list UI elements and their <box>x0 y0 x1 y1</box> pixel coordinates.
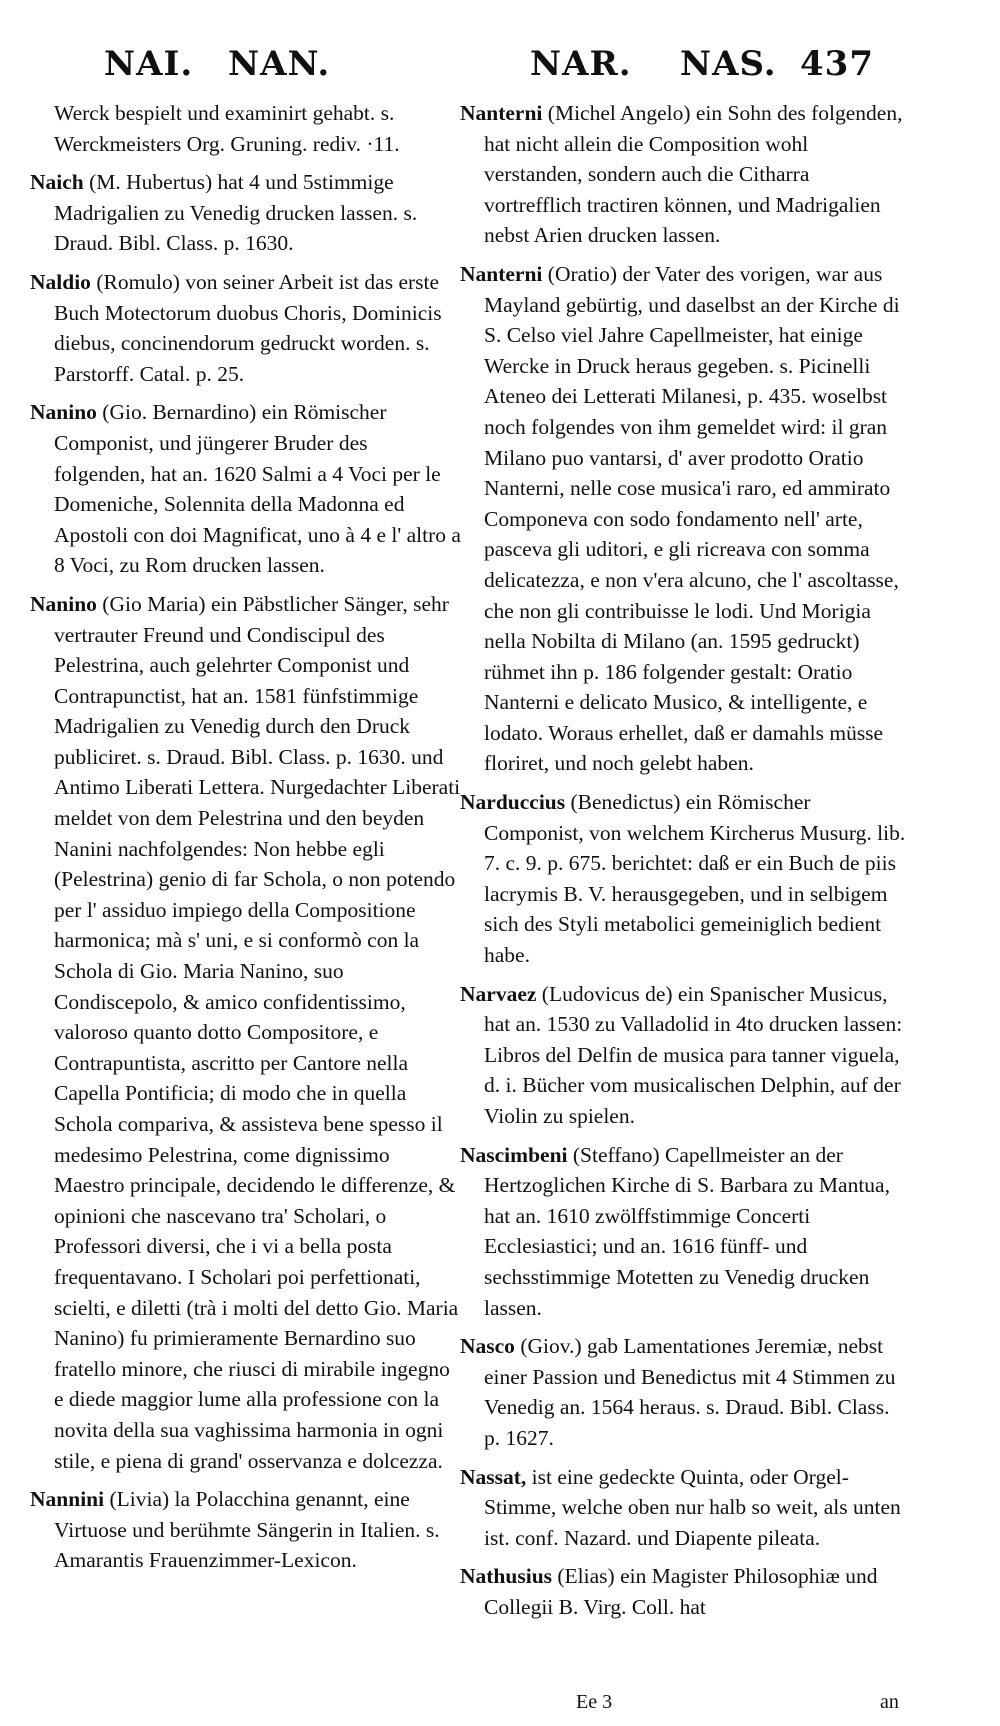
entry-headword: Nanterni <box>460 261 543 286</box>
entry-text: (M. Hubertus) hat 4 und 5stimmige Madrigalien zu Venedig drucken lassen. s. Draud. Bibl. Class. p. 1630. <box>54 170 418 256</box>
entry-text: Werck bespielt und examinirt gehabt. s. Werckmeisters Org. Gruning. rediv. ·11. <box>54 101 400 156</box>
entry-headword: Nanino <box>30 400 97 425</box>
entry-headword: Nascimbeni <box>460 1142 568 1167</box>
entry-text: (Benedictus) ein Römischer Componist, von welchem Kircherus Musurg. lib. 7. c. 9. p. 675. berichtet: daß er ein Buch de piis lacrymis B. V. herausgegeben, und in selbigem sich des Styli metabolici gemeiniglich bedient habe. <box>484 790 906 968</box>
entry-text: ist eine gedeckte Quinta, oder Orgel-Stimme, welche oben nur halb so weit, als unten ist. conf. Nazard. und Diapente pileata. <box>484 1464 901 1550</box>
dictionary-entry <box>460 1561 910 1622</box>
dictionary-entry <box>30 589 462 1476</box>
entry-text: (Giov.) gab Lamentationes Jeremiæ, nebst einer Passion und Benedictus mit 4 Stimmen zu Venedig an. 1564 heraus. s. Draud. Bibl. Class. p. 1627. <box>484 1334 896 1450</box>
dictionary-entry <box>30 1484 462 1576</box>
entry-text: (Romulo) von seiner Arbeit ist das erste Buch Motectorum duobus Choris, Dominicis diebus, concinendorum gedruckt worden. s. Parstorff. Catal. p. 25. <box>54 269 442 386</box>
entry-headword: Nathusius <box>460 1564 553 1589</box>
dictionary-entry <box>460 1462 910 1554</box>
running-header <box>100 44 910 94</box>
entry-headword: Nanino <box>30 591 97 616</box>
entry-text: (Gio Maria) ein Päbstlicher Sänger, sehr vertrauter Freund und Condiscipul des Pelestrina, auch gelehrter Componist und Contrapunctist, hat an. 1581 fünfstimmige Madrigalien zu Venedig durch den Druck publiciret. s. Draud. Bibl. Class. p. 1630. und Antimo Liberati Lettera. Nurgedachter Liberati meldet von dem Pelestrina und den beyden Nanini nachfolgendes: Non hebbe egli (Pelestrina) genio di far Schola, o non potendo per l' assiduo impiego della Compositione harmonica; mà s' uni, e si conformò con la Schola di Gio. Maria Nanino, suo Condiscepolo, & amico confidentissimo, valoroso quanto dotto Compositore, e Contrapuntista, ascritto per Cantore nella Capella Pontificia; di modo che in quella Schola compariva, & assisteva bene spesso il medesimo Pelestrina, come dignissimo Maestro principale, decidendo le differenze, & opinioni che nascevano tra' Scholari, o Professori diversi, che i vi a bella posta frequentavano. I Scholari poi perfettionati, scielti, e diletti (trà i molti del detto Gio. Maria Nanino) fu primieramente Bernardino suo fratello minore, che riusci di mirabile ingegno e diede maggior lume alla professione con la novita della sua vaghissima harmonia in ogni stile, e piena di grand' osservanza e dolcezza. <box>54 591 461 1473</box>
page-number: 437 <box>800 44 874 84</box>
dictionary-entry <box>30 98 462 159</box>
entry-text: (Ludovicus de) ein Spanischer Musicus, hat an. 1530 zu Valladolid in 4to drucken lassen: Libros del Delfin de musica para tanner viguela, d. i. Bücher vom musicalischen Delphin, auf der Violin zu spielen. <box>484 981 903 1128</box>
left-column <box>30 98 462 1584</box>
dictionary-entry <box>460 979 910 1132</box>
entry-text: (Michel Angelo) ein Sohn des folgenden, hat nicht allein die Composition wohl verstanden, sondern auch die Citharra vortrefflich tractiren können, und Madrigalien nebst Arien drucken lassen. <box>484 101 903 248</box>
dictionary-entry <box>30 167 462 259</box>
right-column <box>460 98 910 1631</box>
entry-text: (Oratio) der Vater des vorigen, war aus Mayland gebürtig, und daselbst an der Kirche di S. Celso viel Jahre Capellmeister, hat einige Wercke in Druck heraus gegeben. s. Picinelli Ateneo dei Letterati Milanesi, p. 435. woselbst noch folgendes von ihm gemeldet wird: il gran Milano puo vantarsi, d' aver prodotto Oratio Nanterni, nelle cose musica'i raro, ed ammirato Componeva con sodo fondamento nell' arte, pasceva gli uditori, e gli ricreava con somma delicatezza, e non v'era alcuno, che l' ascoltasse, che non gli contribuisse le lodi. Und Morigia nella Nobilta di Milano (an. 1595 gedruckt) rühmet ihn p. 186 folgender gestalt: Oratio Nanterni e delicato Musico, & intelligente, e lodato. Woraus erhellet, daß er damahls müsse floriret, und noch gelebt haben. <box>484 261 900 776</box>
entry-text: (Livia) la Polacchina genannt, eine Virtuose und berühmte Sängerin in Italien. s. Amarantis Frauenzimmer-Lexicon. <box>54 1487 440 1573</box>
entry-headword: Nannini <box>30 1487 105 1512</box>
entry-headword: Nasco <box>460 1334 515 1359</box>
header-right-2: NAS. <box>680 44 777 84</box>
dictionary-entry <box>30 267 462 389</box>
header-left-2: NAN. <box>228 44 331 84</box>
signature-mark: Ee 3 <box>576 1691 613 1713</box>
entry-headword: Narduccius <box>460 790 566 815</box>
entry-headword: Nanterni <box>460 101 543 125</box>
dictionary-entry <box>460 1140 910 1324</box>
dictionary-entry <box>460 259 910 779</box>
entry-headword: Naldio <box>30 269 91 294</box>
entry-text: (Steffano) Capellmeister an der Hertzoglichen Kirche di S. Barbara zu Mantua, hat an. 1610 zwölffstimmige Concerti Ecclesiastici; und an. 1616 fünff- und sechsstimmige Motetten zu Venedig drucken lassen. <box>484 1142 890 1320</box>
entry-headword: Naich <box>30 170 84 195</box>
dictionary-entry <box>460 787 910 971</box>
entry-text: (Gio. Bernardino) ein Römischer Componist, und jüngerer Bruder des folgenden, hat an. 1620 Salmi a 4 Voci per le Domeniche, Solennita della Madonna ed Apostoli con doi Magnificat, uno à 4 e l' altro a 8 Voci, zu Rom drucken lassen. <box>54 400 461 578</box>
entry-headword: Narvaez <box>460 981 537 1006</box>
dictionary-entry <box>30 397 462 581</box>
dictionary-entry <box>460 98 910 251</box>
entry-headword: Nassat, <box>460 1464 527 1489</box>
catchword: an <box>880 1691 899 1713</box>
dictionary-entry <box>460 1331 910 1453</box>
header-left-1: NAI. <box>104 44 194 84</box>
header-right-1: NAR. <box>530 44 632 84</box>
entry-text: (Elias) ein Magister Philosophiæ und Collegii B. Virg. Coll. hat <box>484 1564 878 1619</box>
